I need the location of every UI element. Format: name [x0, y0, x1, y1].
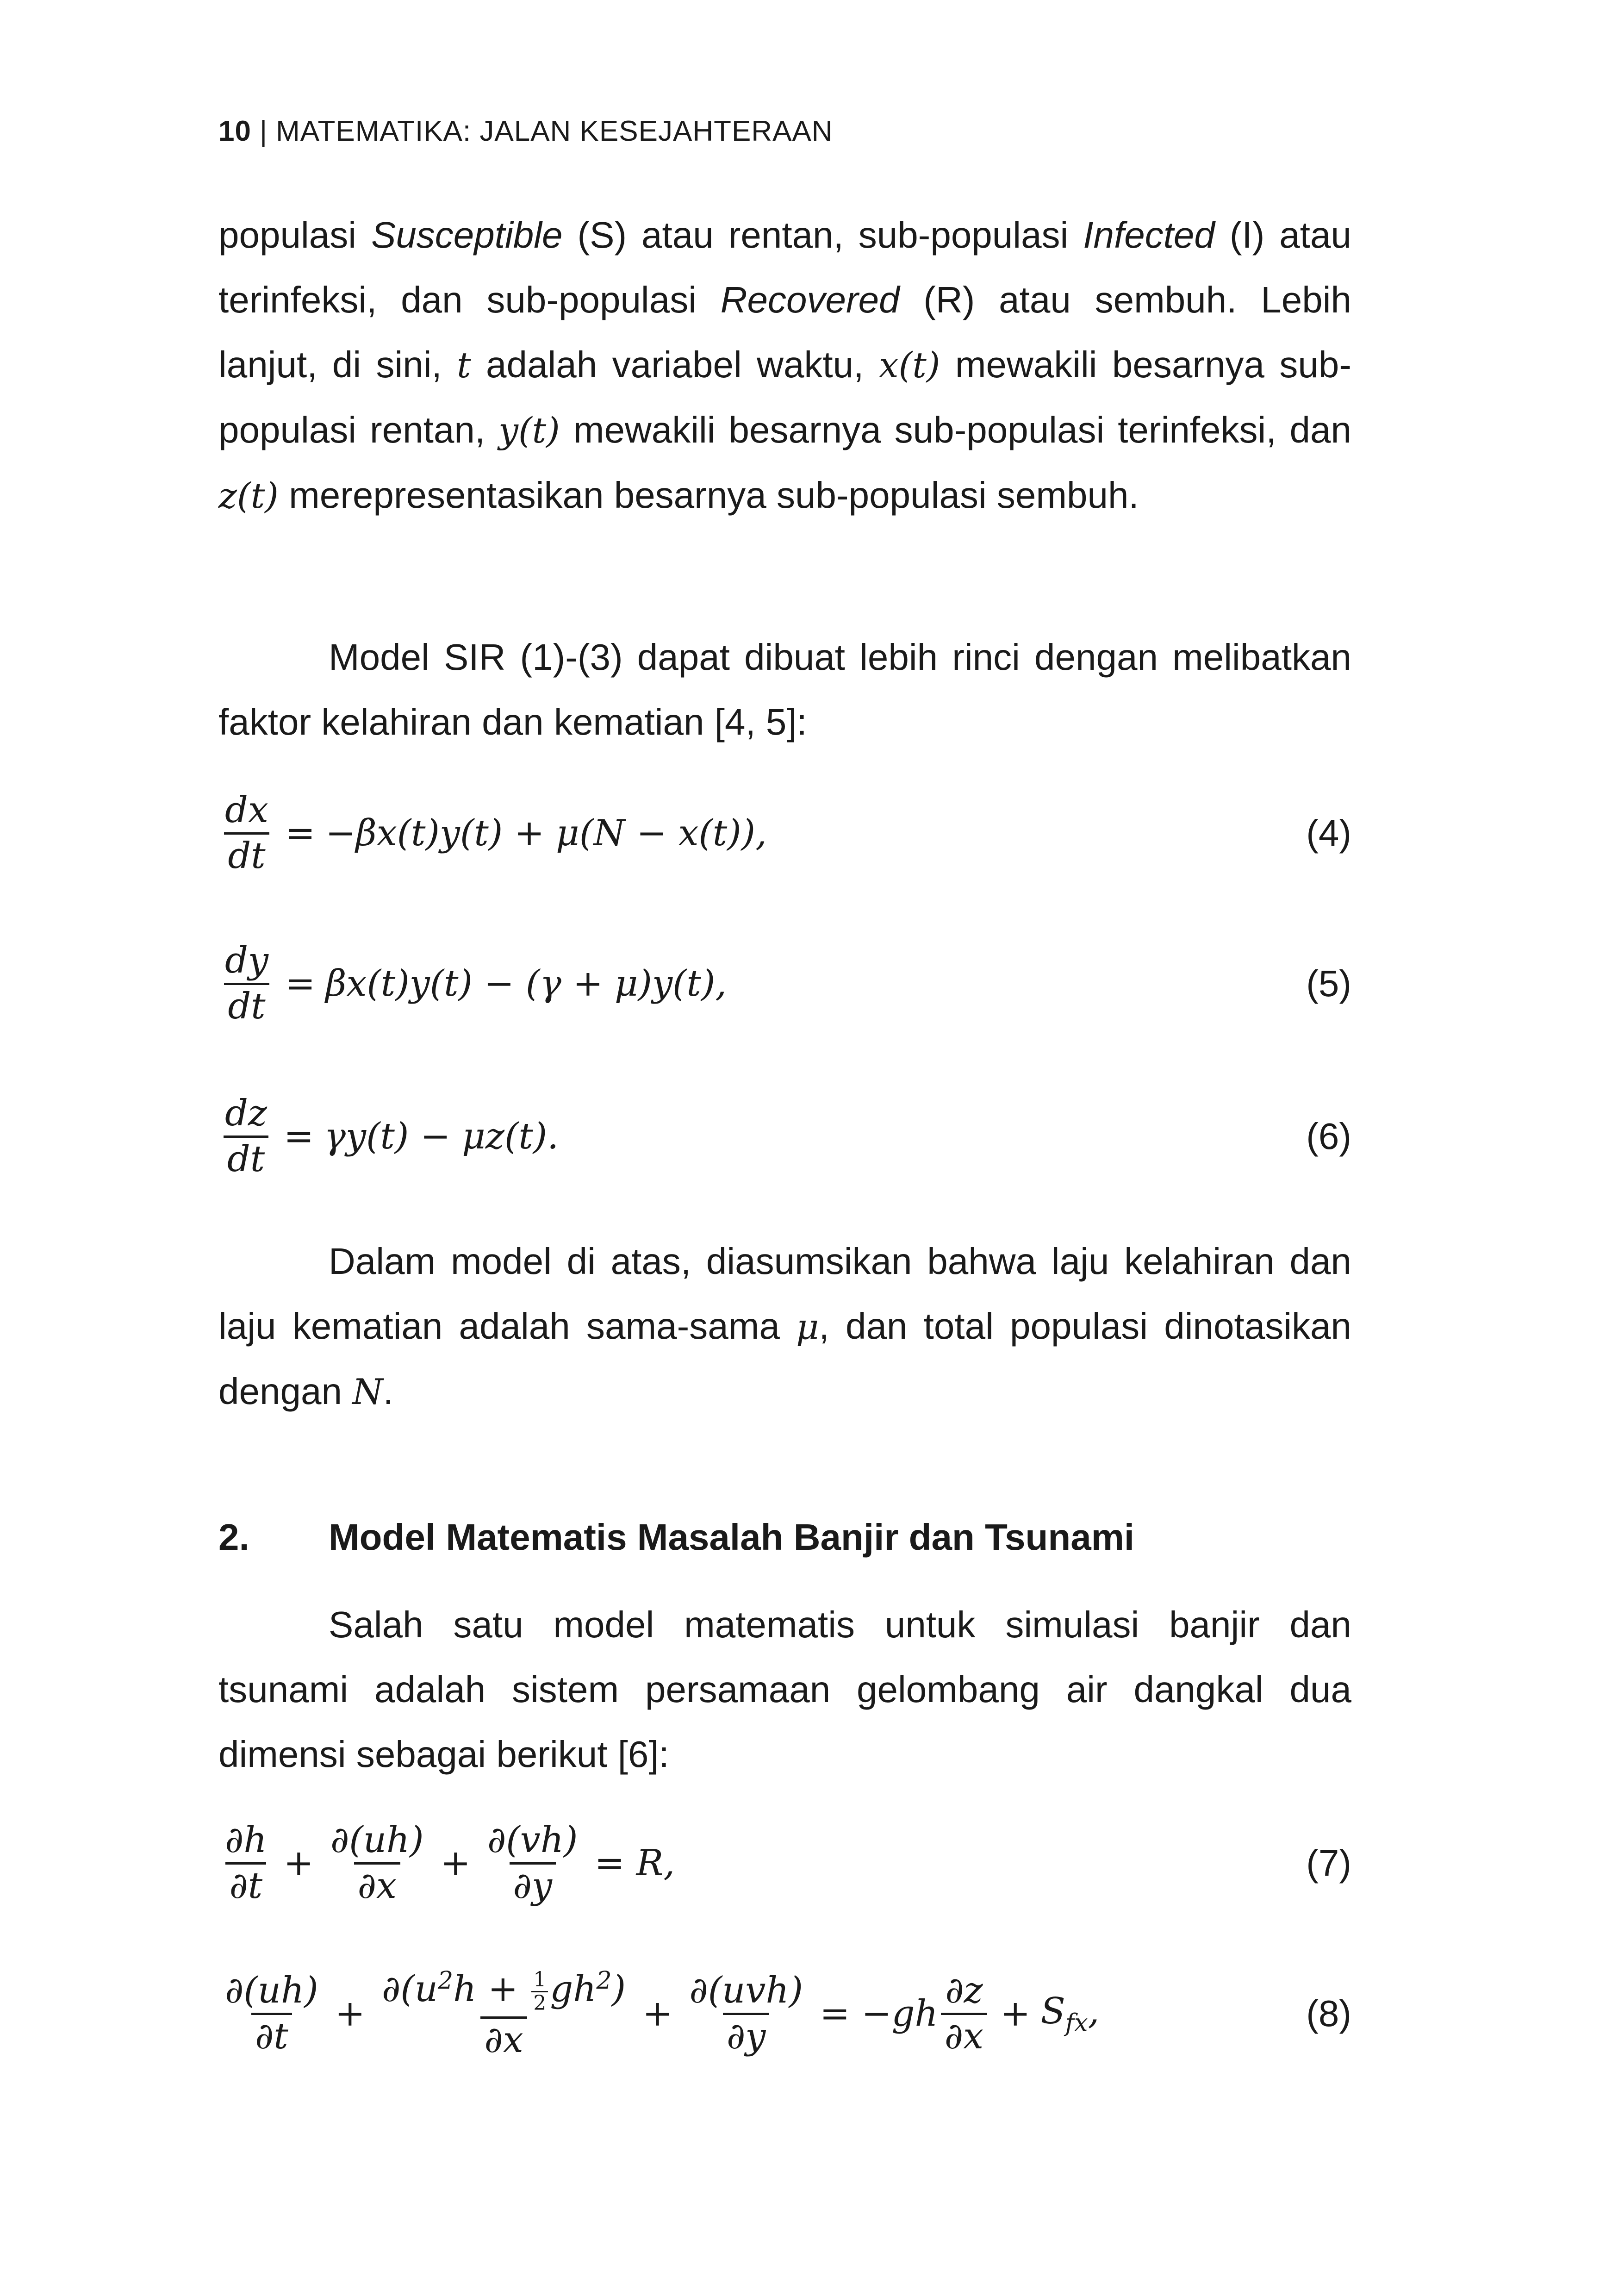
equation-7 [218, 1801, 1351, 1926]
math-mu: μ [796, 1306, 819, 1347]
fraction-numerator: ∂h [225, 1819, 267, 1861]
equation-rhs: = −gh [820, 1993, 938, 2034]
page-number: 10 [218, 115, 251, 147]
running-header [218, 115, 833, 148]
equation-number: (4) [1306, 812, 1351, 854]
fraction-denominator: ∂x [354, 1862, 400, 1905]
header-separator: | [259, 115, 268, 147]
text-run: adalah variabel waktu, [471, 344, 879, 385]
equals-sign: = [285, 963, 316, 1004]
equation-rhs: −βx(t)y(t) + μ(N − x(t)), [325, 812, 767, 854]
math-n: N [352, 1371, 383, 1412]
fraction-flux-x [378, 1968, 629, 2059]
section-title: Model Matematis Masalah Banjir dan Tsunami [329, 1516, 1135, 1558]
text-run: ∂(u [382, 1968, 438, 2010]
fraction-denominator: ∂y [510, 1862, 556, 1905]
fraction-denominator: ∂x [480, 2016, 527, 2059]
equation-number: (6) [1306, 1116, 1351, 1157]
fraction-dz-dt [221, 1092, 271, 1180]
text-run: h + [453, 1968, 530, 2010]
fraction-denominator: dt [224, 983, 269, 1026]
equation-rhs: βx(t)y(t) − (γ + μ)y(t), [325, 963, 727, 1004]
fraction-duh-dx [327, 1819, 428, 1907]
fraction-dz-dx [941, 1969, 987, 2057]
text-run: (R) atau sembuh. Lebih lanjut, di sini, [218, 279, 1351, 385]
equation-number: (8) [1306, 1993, 1351, 2034]
fraction-dh-dt [221, 1819, 271, 1907]
paragraph-shallow-water-intro: Salah satu model matematis untuk simulasi banjir dan tsunami adalah sistem persamaan gelombang air dangkal dua dimensi sebagai berikut [6]: [218, 1604, 1351, 1775]
subscript: fx [1065, 2009, 1088, 2037]
fraction-numerator: ∂(uvh) [689, 1969, 803, 2011]
equation-number: (5) [1306, 963, 1351, 1004]
fraction-numerator: ∂(vh) [487, 1819, 578, 1861]
superscript: 2 [596, 1966, 612, 1995]
text-run: populasi [218, 214, 371, 256]
plus-sign: + [1000, 1993, 1031, 2034]
equation-5 [218, 921, 1351, 1046]
fraction-numerator: 1 [533, 1967, 547, 1991]
text-run: gh [550, 1968, 597, 2010]
plus-sign: + [642, 1993, 673, 2034]
math-y-of-t: y(t) [498, 410, 560, 451]
superscript: 2 [438, 1966, 454, 1995]
equation-number: (7) [1306, 1842, 1351, 1884]
text-run: (S) atau rentan, sub-populasi [562, 214, 1083, 256]
equals-sign: = [284, 1116, 314, 1157]
fraction-duh-dt [221, 1969, 322, 2057]
equation-6 [218, 1074, 1351, 1199]
fraction-dvh-dy [484, 1819, 582, 1907]
book-title: MATEMATIKA: JALAN KESEJAHTERAAN [276, 115, 833, 147]
fraction-numerator: ∂(uh) [330, 1819, 424, 1861]
paragraph-model-assumption [218, 1229, 1351, 1424]
math-t: t [457, 344, 471, 386]
fraction-denominator: ∂t [225, 1862, 266, 1905]
term-infected: Infected [1083, 214, 1215, 256]
text-run: . [383, 1371, 393, 1412]
fraction-numerator: dy [225, 939, 268, 981]
fraction-denominator: ∂x [941, 2013, 987, 2056]
fraction-numerator: ∂(uh) [225, 1969, 318, 2011]
math-x-of-t: x(t) [878, 344, 940, 386]
fraction-numerator: dx [225, 789, 268, 831]
fraction-denominator: 2 [531, 1991, 548, 2014]
section-heading [218, 1516, 1134, 1559]
math-z-of-t: z(t) [218, 475, 279, 516]
fraction-denominator: dt [224, 832, 269, 875]
friction-source-term [1040, 1990, 1099, 2037]
paragraph-sir-definitions [218, 203, 1351, 528]
text-run: mewakili besarnya sub-populasi rentan, [218, 344, 1352, 450]
fraction-dx-dt [221, 789, 272, 877]
equals-sign: = [285, 812, 316, 854]
text-run: (I) atau terinfeksi, dan sub-populasi [218, 214, 1352, 320]
text-run: ) [611, 1968, 626, 2010]
plus-sign: + [283, 1842, 314, 1884]
equation-8 [218, 1949, 1351, 2078]
fraction-numerator: ∂z [945, 1969, 983, 2011]
section-number: 2. [218, 1516, 249, 1558]
equation-rhs: γy(t) − μz(t). [324, 1116, 559, 1157]
fraction-duvh-dy [685, 1969, 807, 2057]
text-run: mewakili besarnya sub-populasi terinfeksi, dan [560, 409, 1352, 450]
text-run: Dalam model di atas, diasumsikan bahwa laju kelahiran dan laju kematian adalah sama-sama [218, 1241, 1351, 1347]
term-recovered: Recovered [720, 279, 900, 320]
text-run: merepresentasikan besarnya sub-populasi sembuh. [278, 474, 1139, 516]
fraction-denominator: ∂y [723, 2013, 769, 2056]
plus-sign: + [335, 1993, 366, 2034]
term-susceptible: Susceptible [371, 214, 563, 256]
paragraph-sir-extension: Model SIR (1)-(3) dapat dibuat lebih rinci dengan melibatkan faktor kelahiran dan kematian [4, 5]: [218, 636, 1351, 742]
equation-4 [218, 771, 1351, 896]
fraction-numerator [378, 1968, 629, 2016]
fraction-denominator: ∂t [251, 2013, 292, 2056]
equation-rhs: = R, [594, 1842, 675, 1884]
fraction-denominator: dt [224, 1136, 268, 1179]
text-run: , [1088, 1990, 1100, 2032]
fraction-one-half [531, 1967, 548, 2015]
plus-sign: + [440, 1842, 471, 1884]
text-run: S [1040, 1990, 1065, 2032]
fraction-numerator: dz [225, 1092, 268, 1134]
fraction-dy-dt [221, 939, 272, 1027]
text-run: , dan total populasi dinotasikan dengan [218, 1305, 1351, 1412]
